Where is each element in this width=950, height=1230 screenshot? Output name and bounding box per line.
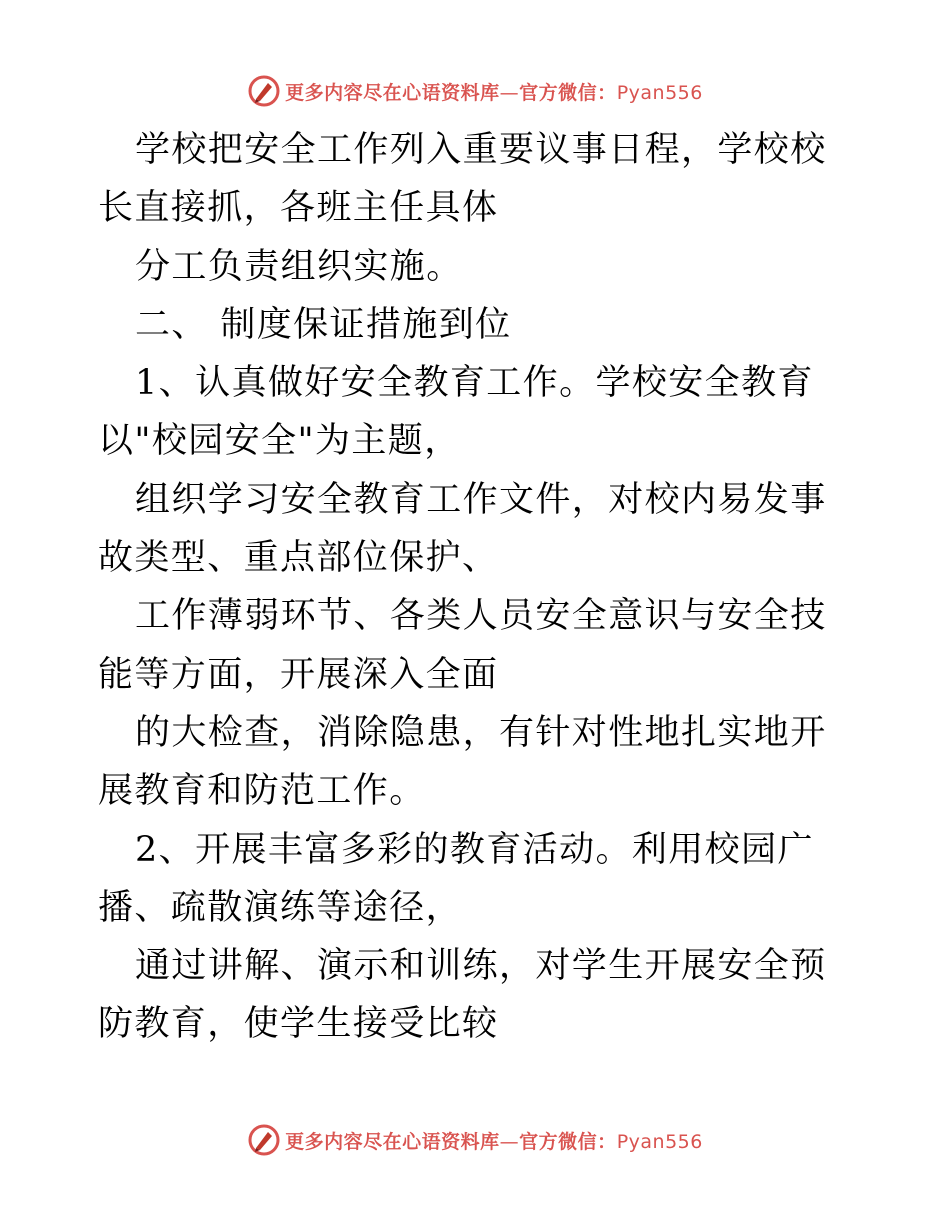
section-heading: 二、 制度保证措施到位 <box>135 304 512 345</box>
paragraph: 组织学习安全教育工作文件，对校内易发事故类型、重点部位保护、 <box>98 479 827 579</box>
header-watermark <box>0 71 950 111</box>
paragraph: 通过讲解、演示和训练，对学生开展安全预防教育，使学生接受比较 <box>98 946 827 1045</box>
paragraph: 2、开展丰富多彩的教育活动。利用校园广播、疏散演练等途径， <box>98 829 814 928</box>
document-body <box>98 121 854 1054</box>
pen-logo-icon <box>247 1123 281 1157</box>
watermark-text: 更多内容尽在心语资料库—官方微信：Pyan556 <box>285 81 703 104</box>
paragraph: 的大检查，消除隐患，有针对性地扎实地开展教育和防范工作。 <box>98 712 827 812</box>
paragraph: 分工负责组织实施。 <box>135 246 463 287</box>
paragraph: 工作薄弱环节、各类人员安全意识与安全技能等方面，开展深入全面 <box>98 596 827 695</box>
paragraph: 1、认真做好安全教育工作。学校安全教育以"校园安全"为主题， <box>98 363 814 462</box>
footer-watermark <box>0 1120 950 1160</box>
watermark-text: 更多内容尽在心语资料库—官方微信：Pyan556 <box>285 1130 703 1153</box>
paragraph: 学校把安全工作列入重要议事日程，学校校长直接抓，各班主任具体 <box>98 130 827 229</box>
pen-logo-icon <box>247 74 281 108</box>
